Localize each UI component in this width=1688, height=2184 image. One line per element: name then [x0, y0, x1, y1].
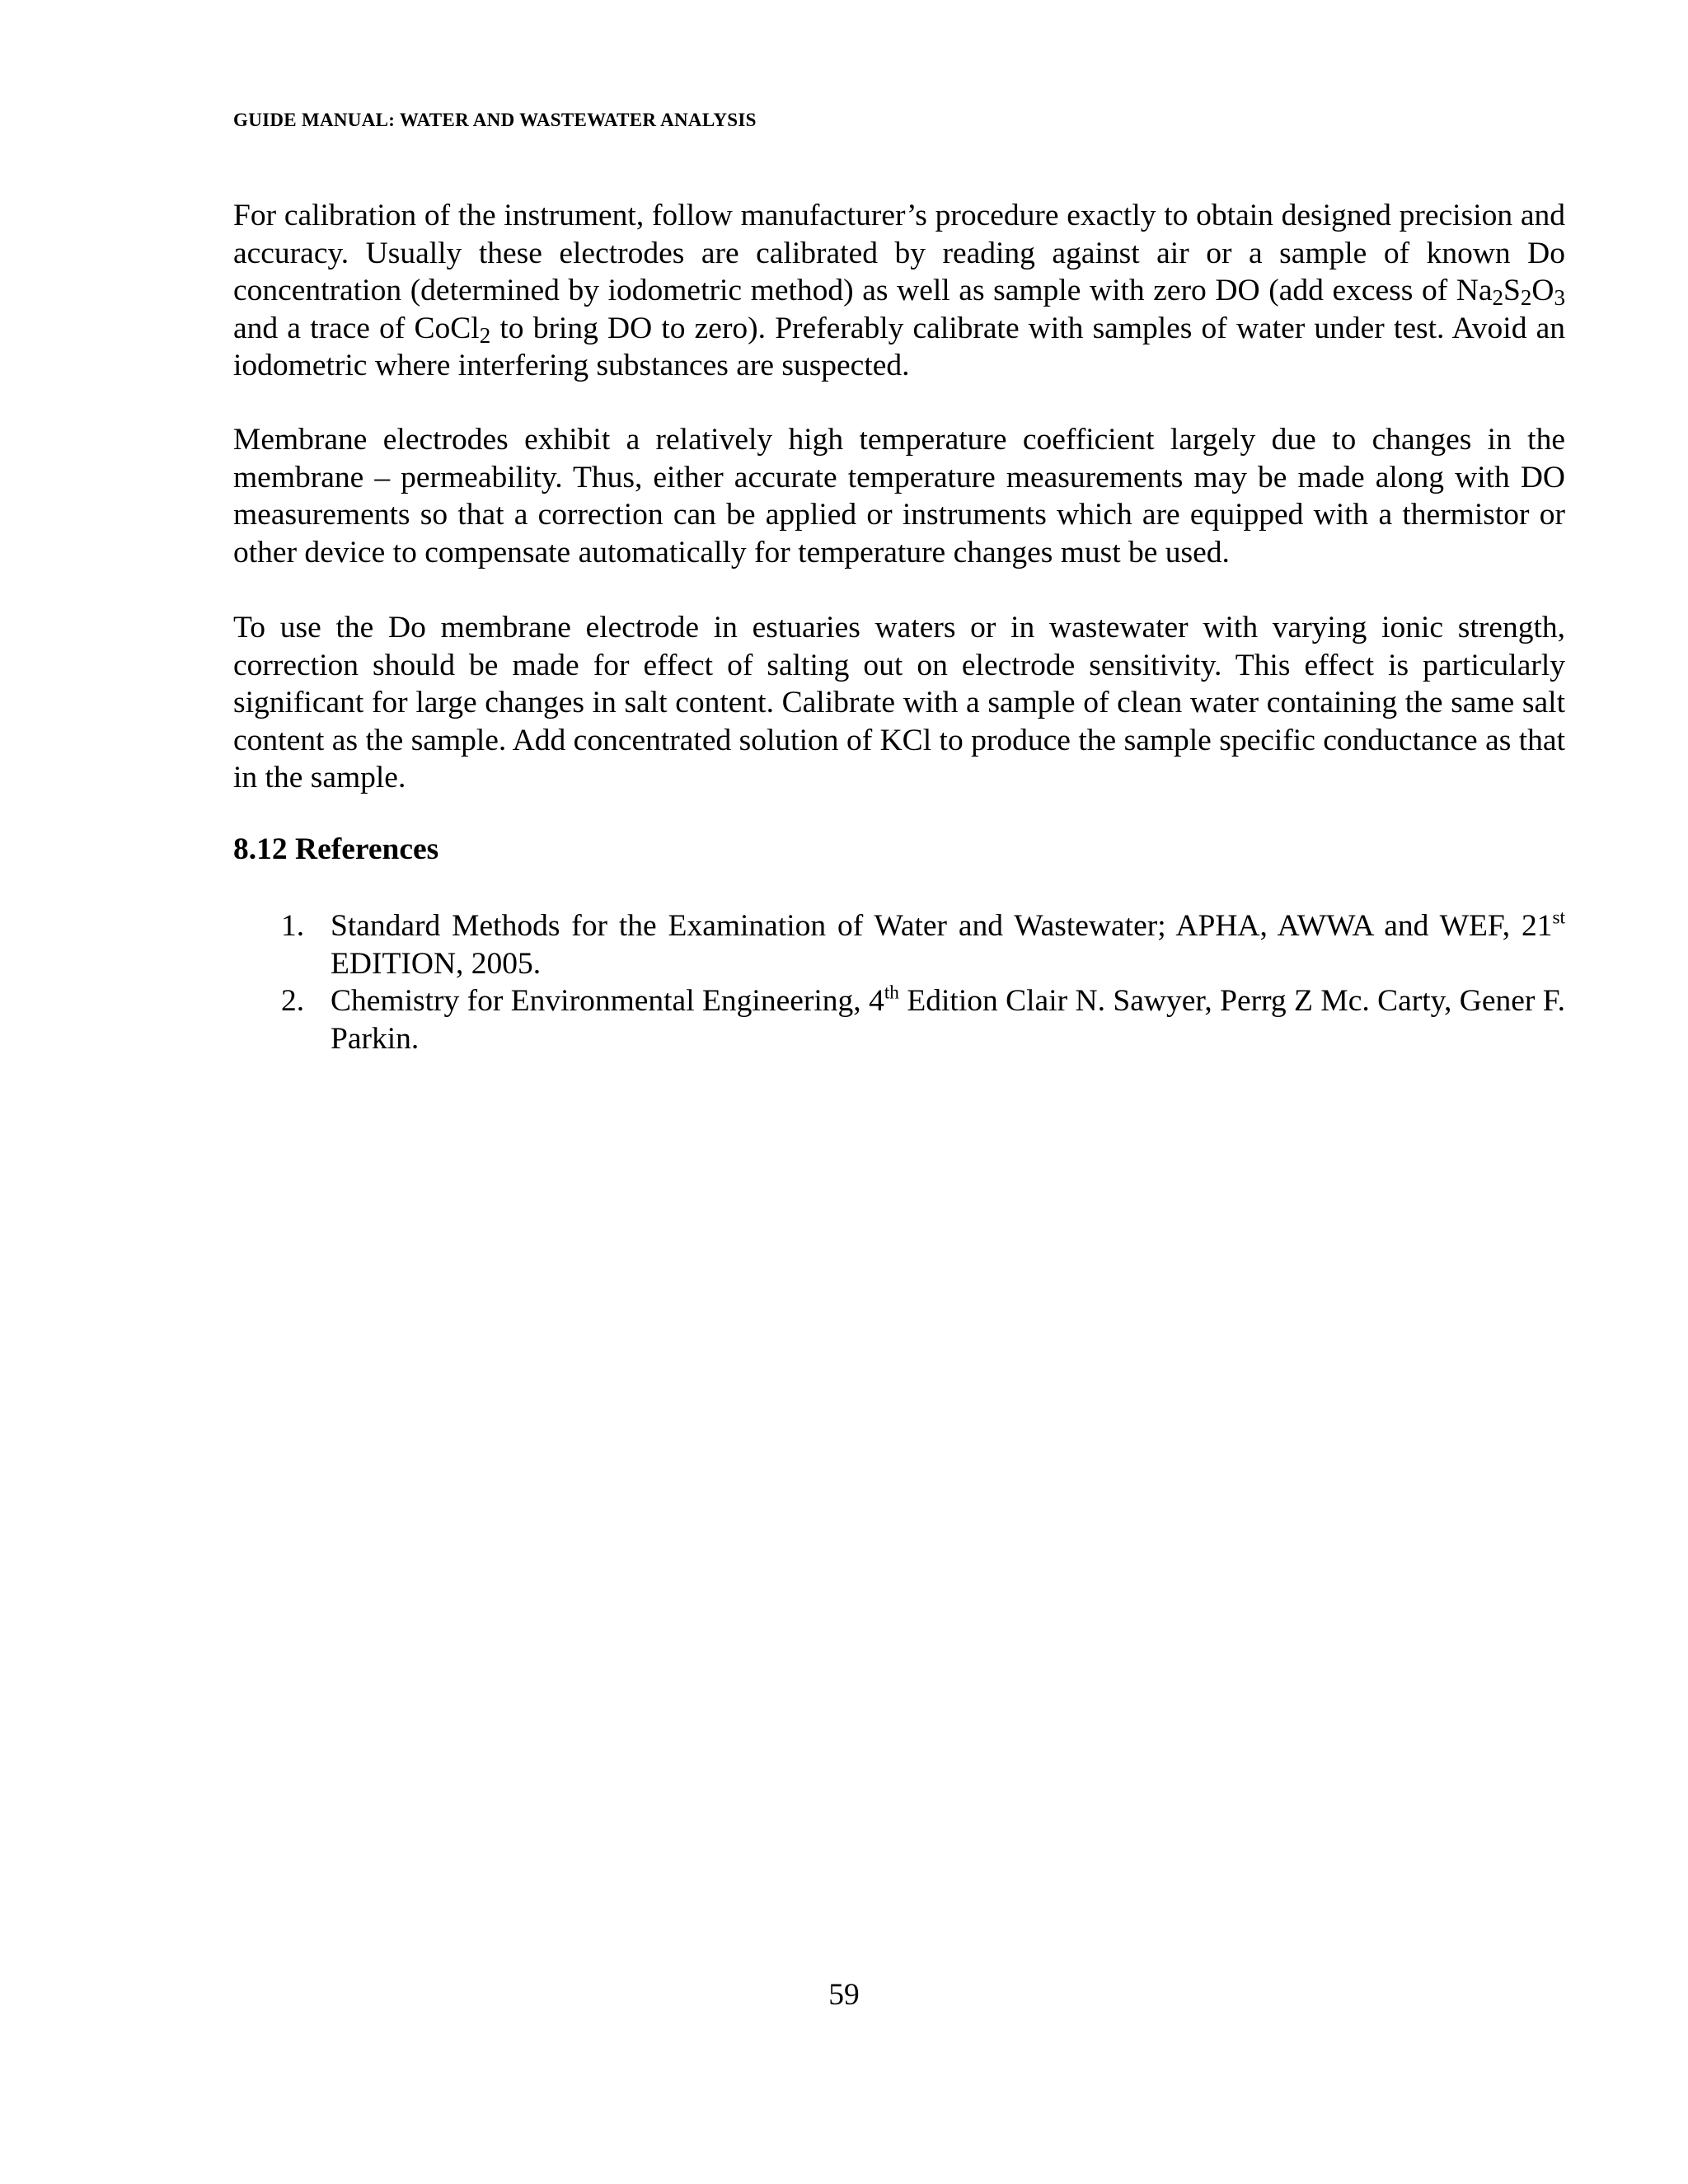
running-header: GUIDE MANUAL: WATER AND WASTEWATER ANALYSIS: [233, 110, 757, 130]
reference-text-a: Chemistry for Environmental Engineering, 4: [331, 984, 884, 1019]
section-heading-references: 8.12 References: [233, 832, 439, 866]
reference-text-a: Standard Methods for the Examination of Water and Wastewater; APHA, AWWA and WEF, 21: [331, 909, 1553, 943]
subscript-cl: 2: [479, 322, 491, 348]
page-number: 59: [828, 1978, 860, 2012]
paragraph-calibration-text-b: S: [1503, 274, 1521, 308]
reference-superscript: th: [884, 982, 899, 1004]
reference-number: 1.: [281, 909, 305, 943]
reference-list: [233, 907, 1565, 1057]
paragraph-salinity: To use the Do membrane electrode in estuaries waters or in wastewater with varying ionic strength, correction should be made for effect of salting out on electrode sensitivity. This effect is particularly significant for large changes in salt content. Calibrate with a sample of clean water containing the same salt content as the sample. Add concentrated solution of KCl to produce the sample specific conductance as that in the sample.: [233, 611, 1565, 795]
reference-superscript: st: [1552, 907, 1565, 929]
paragraph-calibration-text-a: For calibration of the instrument, follow manufacturer’s procedure exactly to obtain designed precision and accuracy. Usually these electrodes are calibrated by reading against air or a sample of known Do concentration (determined by iodometric method) as well as sample with zero DO (add excess of Na: [233, 199, 1565, 308]
reference-text-b: Edition Clair N. Sawyer, Perrg Z Mc. Carty, Gener F. Parkin.: [331, 984, 1565, 1056]
paragraph-calibration-text-c: O: [1531, 274, 1554, 308]
reference-number: 2.: [281, 984, 305, 1019]
subscript-o: 3: [1554, 285, 1565, 311]
reference-text-b: EDITION, 2005.: [331, 946, 542, 981]
paragraph-calibration: [233, 197, 1565, 385]
paragraph-temperature: Membrane electrodes exhibit a relatively high temperature coefficient largely due to changes in the membrane – permeability. Thus, either accurate temperature measurements may be made along with DO measurements so that a correction can be applied or instruments which are equipped with a thermistor or other device to compensate automatically for temperature changes must be used.: [233, 423, 1565, 569]
paragraph-calibration-text-e: to bring DO to zero). Preferably calibrate with samples of water under test. Avoid an iodometric where interfering substances are suspected.: [233, 311, 1565, 383]
subscript-s: 2: [1520, 285, 1532, 311]
subscript-na: 2: [1492, 285, 1504, 311]
reference-item: [233, 982, 1565, 1057]
paragraph-calibration-text-d: and a trace of CoCl: [233, 311, 480, 345]
reference-item: [233, 907, 1565, 982]
